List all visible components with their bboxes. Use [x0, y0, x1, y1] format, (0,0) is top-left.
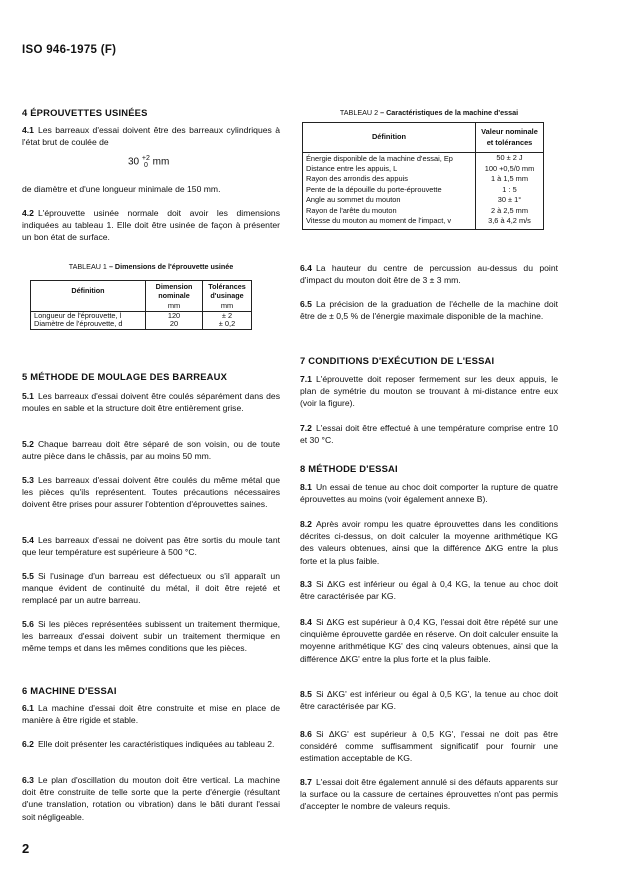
- section-7-title: 7 CONDITIONS D'EXÉCUTION DE L'ESSAI: [300, 355, 495, 366]
- para-4-2: [22, 207, 280, 244]
- para-8-1: [300, 481, 558, 505]
- t1-header-dimension: Dimension nominale: [146, 281, 203, 303]
- t2-cell-val: 3,6 à 4,2 m/s: [488, 216, 531, 226]
- para-num: 8.1: [300, 482, 312, 492]
- t1-cell-dim: 120: [146, 311, 203, 320]
- para-text: Les barreaux d'essai ne doivent pas être sortis du moule tant que leur température est supérieure à 500 °C.: [22, 535, 280, 558]
- para-text: Si ΔKG est inférieur ou égal à 0,4 KG, la tenue au choc doit être caractérisée par KG.: [300, 579, 558, 602]
- para-num: 8.5: [300, 689, 312, 699]
- t1-header-definition: Définition: [31, 281, 146, 303]
- table-1: [30, 280, 252, 330]
- caption-label: TABLEAU 2: [339, 108, 379, 117]
- para-text: Les barreaux d'essai doivent être coulés du même métal que les pièces qu'ils représentent. Toutes précautions nécessaires doivent être prises pour assurer l'obtention d'éprouvettes saines.: [22, 475, 280, 510]
- para-text: Après avoir rompu les quatre éprouvettes dans les conditions décrites ci-dessus, on doit calculer la moyenne arithmétique KG des valeurs obtenues, ainsi que la différence ΔKG entre la plus forte et la plus faible.: [300, 519, 558, 566]
- t2-cell-def: Rayon des arrondis des appuis: [303, 174, 476, 185]
- para-5-4: [22, 534, 280, 558]
- t1-cell-dim: 20: [146, 320, 203, 329]
- caption-text: – Dimensions de l'éprouvette usinée: [108, 262, 234, 271]
- section-6-title: 6 MACHINE D'ESSAI: [22, 685, 117, 696]
- table-row: [303, 185, 544, 196]
- para-text: Si l'usinage d'un barreau est défectueux ou s'il apparaît un manque évident de continuité du métal, il doit être rejeté et remplacé par un autre barreau.: [22, 571, 280, 606]
- table-row: [303, 174, 544, 185]
- para-text: Si ΔKG' est inférieur ou égal à 0,5 KG', la tenue au choc doit être caractérisée par KG.: [300, 689, 558, 712]
- para-num: 5.3: [22, 475, 34, 485]
- para-5-5: [22, 570, 280, 607]
- para-text: L'éprouvette doit reposer fermement sur les deux appuis, le plan de symétrie du mouton se trouvant à mi-distance entre eux (voir la figure).: [300, 374, 558, 409]
- caption-label: TABLEAU 1: [68, 262, 107, 271]
- para-text: La machine d'essai doit être construite et mise en place de manière à être rigide et stable.: [22, 703, 280, 726]
- para-text: Si les pièces représentées subissent un traitement thermique, les barreaux d'essai doivent subir un traitement thermique en même temps et dans les mêmes conditions que les pièces.: [22, 619, 280, 654]
- t2-cell-def: Angle au sommet du mouton: [303, 195, 476, 206]
- table-row: [303, 153, 544, 164]
- t2-cell-def: Pente de la dépouille du porte-éprouvette: [303, 185, 476, 196]
- t1-cell-tol: ± 2: [203, 311, 252, 320]
- table-row: [303, 195, 544, 206]
- page-number: 2: [22, 841, 30, 856]
- section-5-title: 5 MÉTHODE DE MOULAGE DES BARREAUX: [22, 371, 228, 382]
- para-text: La hauteur du centre de percussion au-dessus du point d'impact du mouton doit être de 3 ± 3 mm.: [300, 263, 558, 286]
- para-6-2: [22, 738, 280, 750]
- document-header: ISO 946-1975 (F): [22, 44, 117, 56]
- para-8-6: [300, 728, 558, 765]
- para-num: 6.2: [22, 739, 34, 749]
- para-8-2: [300, 518, 558, 567]
- t2-cell-val: 1 à 1,5 mm: [491, 174, 528, 184]
- formula-diameter: 30 +2 0 mm: [128, 155, 170, 169]
- table-2: [302, 122, 544, 230]
- para-5-1: [22, 390, 280, 414]
- para-num: 5.4: [22, 535, 34, 545]
- para-num: 5.2: [22, 439, 34, 449]
- para-text: Le plan d'oscillation du mouton doit être vertical. La machine doit être construite de telle sorte que la perte d'énergie (résultant d'une translation, rotation ou vibration) dans le bâti durant l'essai soit négligeable.: [22, 775, 280, 822]
- para-6-4: [300, 262, 558, 286]
- section-8-title: 8 MÉTHODE D'ESSAI: [300, 463, 398, 474]
- table2-caption: [300, 108, 558, 118]
- para-num: 5.5: [22, 571, 34, 581]
- para-5-6: [22, 618, 280, 655]
- para-8-5: [300, 688, 558, 712]
- para-text: Les barreaux d'essai doivent être coulés séparément dans des moules en sable et la structure doit être entièrement grise.: [22, 391, 280, 414]
- para-text: Les barreaux d'essai doivent être des barreaux cylindriques à l'état brut de coulée de: [22, 125, 280, 148]
- para-8-3: [300, 578, 558, 602]
- para-8-4: [300, 616, 558, 665]
- t2-header-values: Valeur nominale et tolérances: [476, 123, 544, 153]
- t1-unit-empty: [31, 302, 146, 311]
- table1-caption: [22, 262, 280, 272]
- para-text: L'éprouvette usinée normale doit avoir les dimensions indiquées au tableau 1. Elle doit être usinée de façon à présenter un bon état de surface.: [22, 208, 280, 243]
- para-text: L'essai doit être effectué à une température comprise entre 10 et 30 °C.: [300, 423, 558, 446]
- para-text: L'essai doit être également annulé si des défauts apparents sur la surface ou la cassure de certaines éprouvettes n'ont pas permis d'accepter le nombre de valeurs requis.: [300, 777, 558, 812]
- t1-cell-def: Diamètre de l'éprouvette, d: [31, 320, 146, 329]
- para-num: 4.1: [22, 125, 34, 135]
- para-num: 5.1: [22, 391, 34, 401]
- table-row: [31, 320, 252, 329]
- para-text: Chaque barreau doit être séparé de son voisin, ou de toute autre pièce dans le châssis, par au moins 50 mm.: [22, 439, 280, 462]
- t1-unit-dim: mm: [146, 302, 203, 311]
- para-7-1: [300, 373, 558, 410]
- para-num: 8.4: [300, 617, 312, 627]
- t2-cell-val: 100 +0,5/0 mm: [484, 163, 535, 173]
- t2-cell-def: Rayon de l'arête du mouton: [303, 206, 476, 217]
- t2-cell-val: 2 à 2,5 mm: [491, 205, 528, 215]
- para-text: Si ΔKG' est supérieur à 0,5 KG', l'essai ne doit pas être considéré comme suffisamment significatif pour fournir une estimation acceptable de KG.: [300, 729, 558, 764]
- table-row: [303, 164, 544, 175]
- t2-cell-def: Distance entre les appuis, L: [303, 164, 476, 175]
- para-text: La précision de la graduation de l'échelle de la machine doit être de ± 0,5 % de l'énergie maximale disponible de la machine.: [300, 299, 558, 322]
- para-num: 6.4: [300, 263, 312, 273]
- para-num: 8.7: [300, 777, 312, 787]
- para-num: 7.2: [300, 423, 312, 433]
- para-6-1: [22, 702, 280, 726]
- para-5-2: [22, 438, 280, 462]
- para-text: Si ΔKG est supérieur à 0,4 KG, l'essai doit être répété sur une cinquième éprouvette gardée en réserve. On doit calculer ensuite la moyenne arithmétique KG' des cinq valeurs obtenues, ainsi que la différence ΔKG' entre la plus forte et la plus faible.: [300, 617, 558, 664]
- t2-header-definition: Définition: [303, 123, 476, 153]
- para-6-3: [22, 774, 280, 823]
- t1-cell-def: Longueur de l'éprouvette, l: [31, 311, 146, 320]
- t2-cell-def: Énergie disponible de la machine d'essai, Ep: [303, 153, 476, 164]
- para-5-3: [22, 474, 280, 511]
- para-num: 6.1: [22, 703, 34, 713]
- para-num: 8.3: [300, 579, 312, 589]
- t2-cell-val: 30 ± 1°: [497, 195, 522, 205]
- table-row: [303, 206, 544, 217]
- t1-header-tolerance: Tolérances d'usinage: [208, 282, 246, 300]
- para-num: 6.3: [22, 775, 34, 785]
- t2-cell-val: 1 : 5: [502, 184, 517, 194]
- para-text: Un essai de tenue au choc doit comporter la rupture de quatre éprouvettes au moins (voir également annexe B).: [300, 482, 558, 505]
- para-7-2: [300, 422, 558, 446]
- t1-unit-tol: mm: [220, 301, 234, 311]
- para-text: Elle doit présenter les caractéristiques indiquées au tableau 2.: [37, 739, 275, 749]
- t2-cell-def: Vitesse du mouton au moment de l'impact, v: [303, 216, 476, 229]
- para-num: 8.6: [300, 729, 312, 739]
- t2-cell-val: 50 ± 2 J: [496, 153, 523, 163]
- para-8-7: [300, 776, 558, 813]
- caption-text: – Caractéristiques de la machine d'essai: [380, 108, 519, 117]
- t1-cell-tol: ± 0,2: [218, 319, 236, 329]
- table-row: [303, 216, 544, 229]
- para-6-5: [300, 298, 558, 322]
- para-num: 7.1: [300, 374, 312, 384]
- section-4-title: 4 ÉPROUVETTES USINÉES: [22, 107, 148, 118]
- para-num: 5.6: [22, 619, 34, 629]
- para-4-1: [22, 124, 280, 148]
- para-num: 4.2: [22, 208, 34, 218]
- para-4-1-cont: de diamètre et d'une longueur minimale de 150 mm.: [22, 184, 221, 194]
- para-num: 6.5: [300, 299, 312, 309]
- para-num: 8.2: [300, 519, 312, 529]
